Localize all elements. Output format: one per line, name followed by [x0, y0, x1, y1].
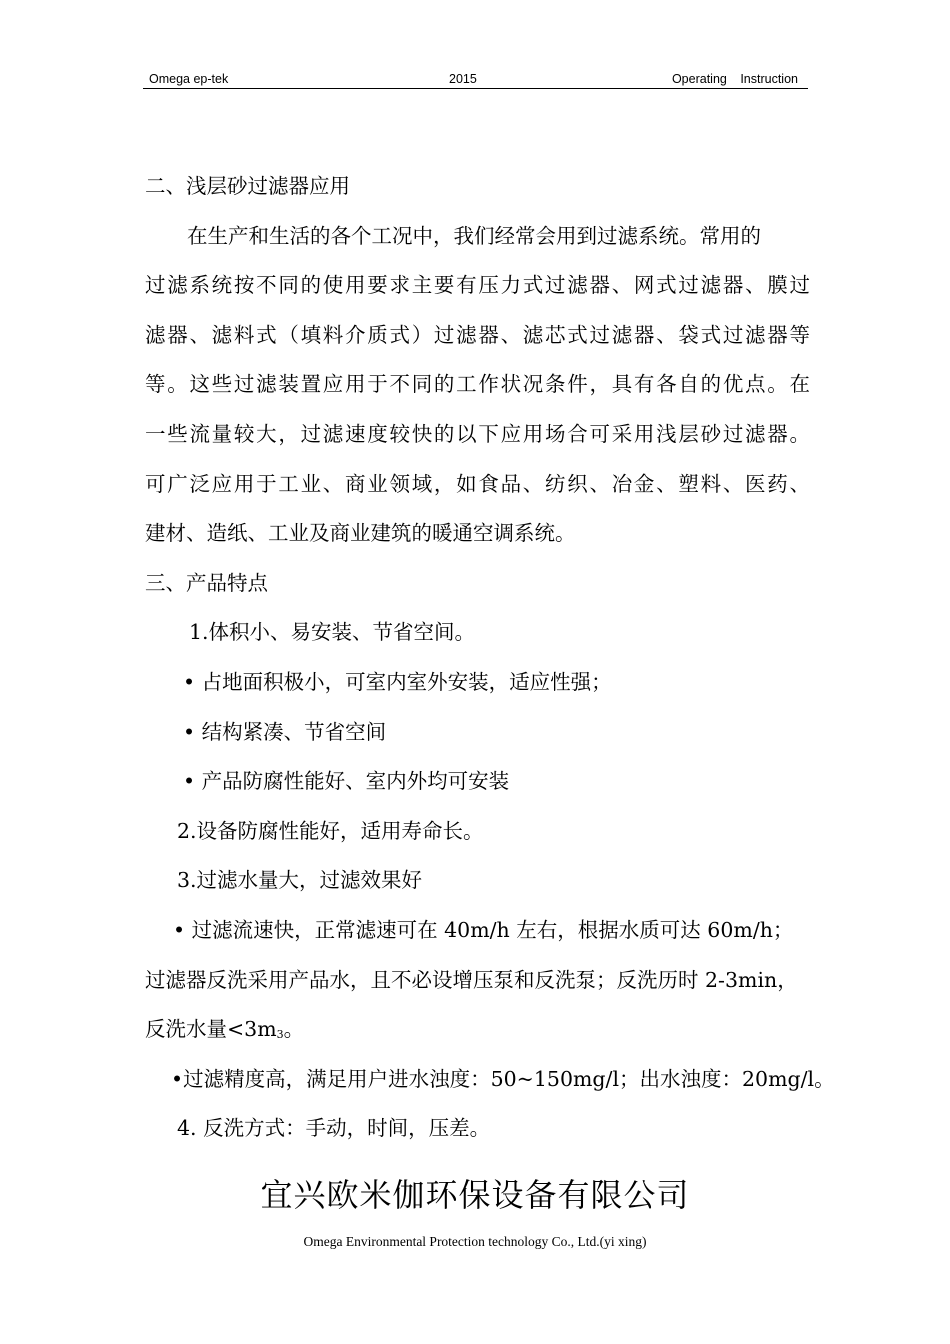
feature-1-bullet-2: • 结构紧凑、节省空间 — [183, 719, 387, 744]
para1-line-4: 等。这些过滤装置应用于不同的工作状况条件，具有各自的优点。在 — [145, 372, 810, 397]
header-left: Omega ep-tek — [149, 72, 229, 86]
feature-1-bullet-3: • 产品防腐性能好、室内外均可安装 — [183, 769, 510, 794]
para1-line-3: 滤器、滤料式（填料介质式）过滤器、滤芯式过滤器、袋式过滤器等 — [145, 322, 810, 347]
feature-item-4: 4. 反洗方式：手动，时间，压差。 — [177, 1116, 491, 1141]
document-body — [145, 162, 835, 1154]
company-name-en: Omega Environmental Protection technology Co., Ltd.(yi xing) — [303, 1234, 647, 1249]
section-2-title: 二、浅层砂过滤器应用 — [145, 174, 350, 198]
feature-item-1: 1.体积小、易安装、节省空间。 — [189, 620, 476, 645]
feature-3-bullet-1-line-3 — [145, 1005, 810, 1055]
feature-3-bullet-1-line-1: • 过滤流速快，正常滤速可在 40m/h 左右，根据水质可达 60m/h； — [173, 917, 794, 942]
para1-line-5: 一些流量较大，过滤速度较快的以下应用场合可采用浅层砂过滤器。 — [145, 421, 810, 446]
para1-line-7: 建材、造纸、工业及商业建筑的暖通空调系统。 — [145, 521, 576, 546]
backwash-volume-text: 反洗水量<3m — [145, 1017, 277, 1042]
company-name-cn: 宜兴欧米伽环保设备有限公司 — [260, 1176, 690, 1214]
para1-line-1: 在生产和生活的各个工况中，我们经常会用到过滤系统。常用的 — [187, 223, 761, 248]
section-3-title: 三、产品特点 — [145, 570, 268, 595]
cubic-superscript: 3 — [276, 1028, 284, 1042]
header-right: Operating Instruction — [671, 72, 798, 86]
para1-line-2: 过滤系统按不同的使用要求主要有压力式过滤器、网式过滤器、膜过 — [145, 273, 810, 298]
feature-item-2: 2.设备防腐性能好，适用寿命长。 — [177, 818, 484, 843]
header-year: 2015 — [449, 72, 477, 86]
feature-item-3: 3.过滤水量大，过滤效果好 — [177, 868, 423, 893]
page-header — [143, 70, 808, 89]
feature-1-bullet-1: • 占地面积极小，可室内室外安装，适应性强； — [183, 669, 612, 694]
feature-3-bullet-1-line-2: 过滤器反洗采用产品水，且不必设增压泵和反洗泵；反洗历时 2-3min， — [145, 967, 798, 992]
backwash-volume-end: 。 — [283, 1017, 305, 1042]
feature-3-bullet-2: •过滤精度高，满足用户进水浊度：50~150mg/l；出水浊度：20mg/l。 — [171, 1066, 835, 1091]
para1-line-6: 可广泛应用于工业、商业领域，如食品、纺织、冶金、塑料、医药、 — [145, 471, 810, 496]
